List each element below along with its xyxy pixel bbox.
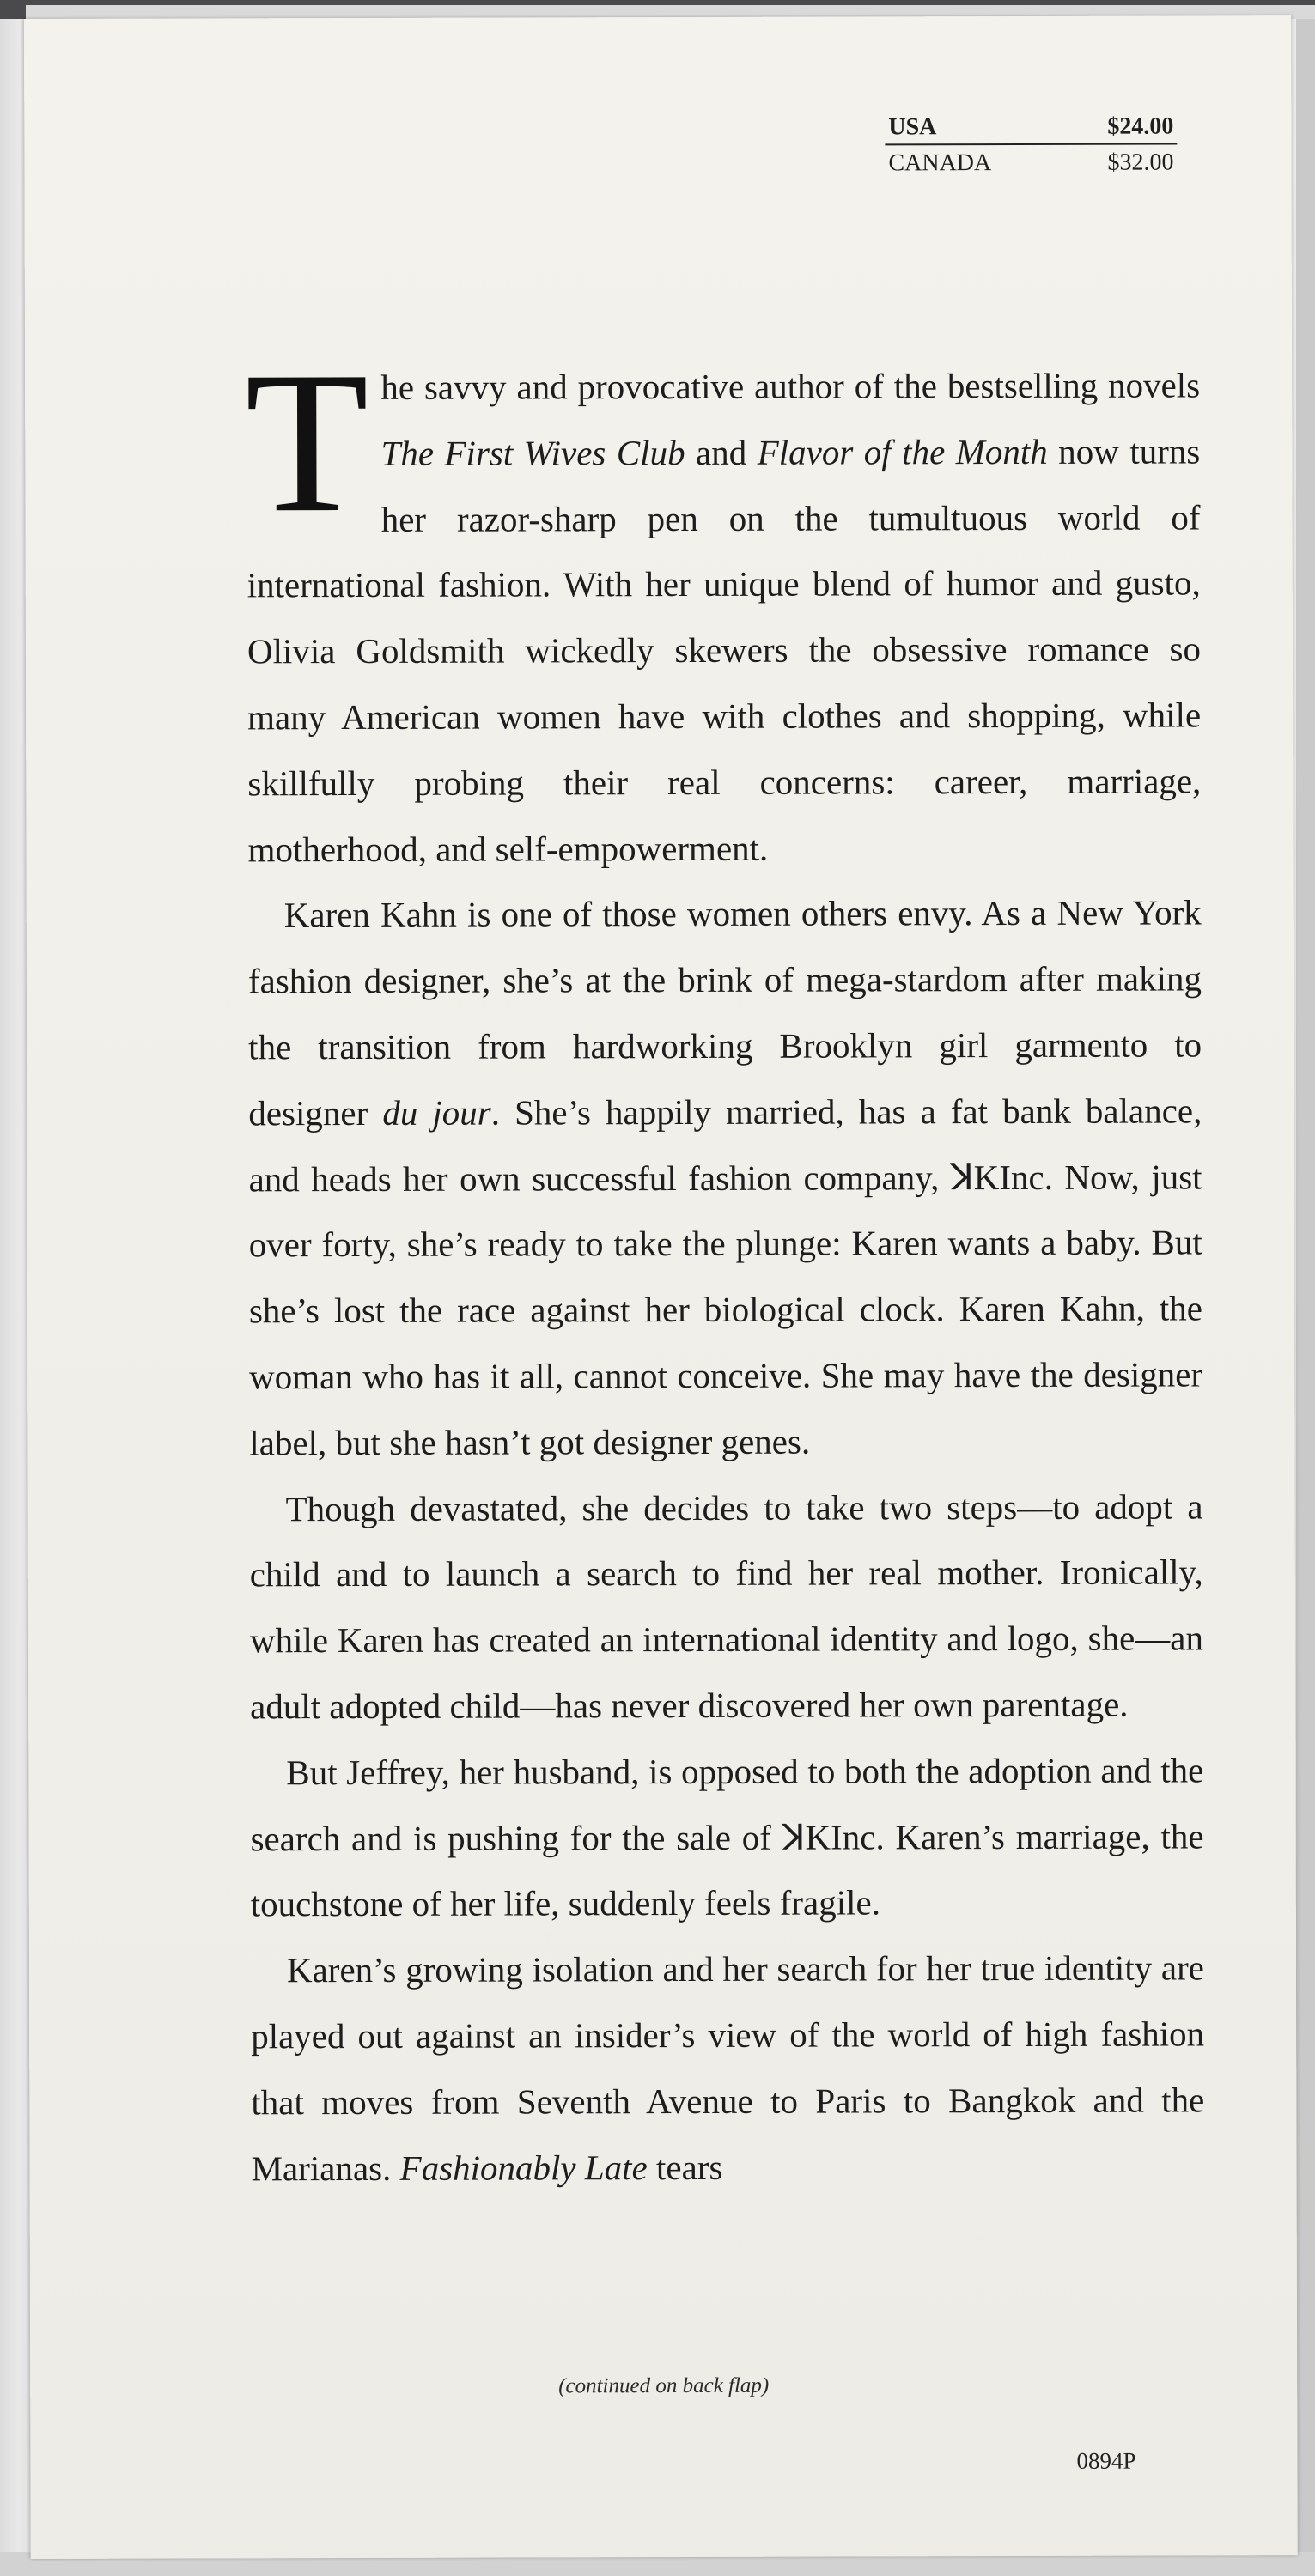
- paragraph-2: [248, 880, 1203, 1476]
- usa-label: USA: [888, 113, 937, 141]
- du-jour-italic: du jour: [382, 1092, 491, 1133]
- paragraph-5: [251, 1935, 1205, 2202]
- paragraph-1-text-b: and: [685, 432, 758, 472]
- price-row-canada: [885, 144, 1177, 179]
- paragraph-5-text-b: tears: [647, 2147, 723, 2187]
- paragraph-1: [244, 330, 1202, 882]
- front-flap-page: [24, 15, 1298, 2559]
- paragraph-1-text-c: now turns her razor-sharp pen on the tumultuous world of international fashion. With her unique blend of humor and gusto, Olivia Goldsmith wickedly skewers the obsessive romance so many American women have with clothes and shopping, while skillfully probing their real concerns: career, marriage, motherhood, and self-empowerment.: [247, 431, 1202, 869]
- book-title-first-wives-club: The First Wives Club: [380, 432, 685, 473]
- canada-price: $32.00: [1107, 149, 1174, 176]
- price-table: [885, 110, 1177, 179]
- paragraph-2-text-b: . She’s happily married, has a fat bank balance, and heads her own successful fashion company, ꓘKInc. Now, just over forty, she’s ready to take the plunge: Karen wants a baby. But she’s lost the race against her biological clock. Karen Kahn, the woman who has it all, cannot conceive. She may have the designer label, but she hasn’t got designer genes.: [248, 1091, 1203, 1463]
- paragraph-1-text-a: he savvy and provocative author of the bestselling novels: [380, 365, 1201, 407]
- canada-label: CANADA: [888, 149, 992, 177]
- paragraph-5-text-a: Karen’s growing isolation and her search for her true identity are played out against an insider’s view of the world of high fashion that moves from Seventh Avenue to Paris to Bangkok and the Marianas.: [251, 1947, 1205, 2188]
- book-title-fashionably-late: Fashionably Late: [399, 2147, 648, 2188]
- paragraph-3: Though devastated, she decides to take two steps—to adopt a child and to launch a search to find her real mother. Ironically, while Karen has created an international identity and logo, she—an adult adopted child—has never discovered her own parentage.: [249, 1485, 1204, 1727]
- paragraph-2-text-a: Karen Kahn is one of those women others envy. As a New York fashion designer, she’s at the brink of mega-stardom after making the transition from hardworking Brooklyn girl garmento to designer: [247, 892, 1202, 1133]
- usa-price: $24.00: [1107, 112, 1174, 140]
- scan-right-strip: [1296, 19, 1315, 2576]
- catalog-code: 0894P: [1076, 2447, 1136, 2474]
- drop-cap: T: [244, 330, 369, 556]
- paragraph-4: But Jeffrey, her husband, is opposed to both the adoption and the search and is pushing for the sale of ꓘKInc. Karen’s marriage, the touchstone of her life, suddenly feels fragile.: [250, 1750, 1204, 1924]
- price-row-usa: [885, 110, 1177, 145]
- continued-note: (continued on back flap): [558, 2373, 770, 2398]
- flap-copy: [244, 330, 1205, 2201]
- book-title-flavor-of-the-month: Flavor of the Month: [757, 431, 1048, 472]
